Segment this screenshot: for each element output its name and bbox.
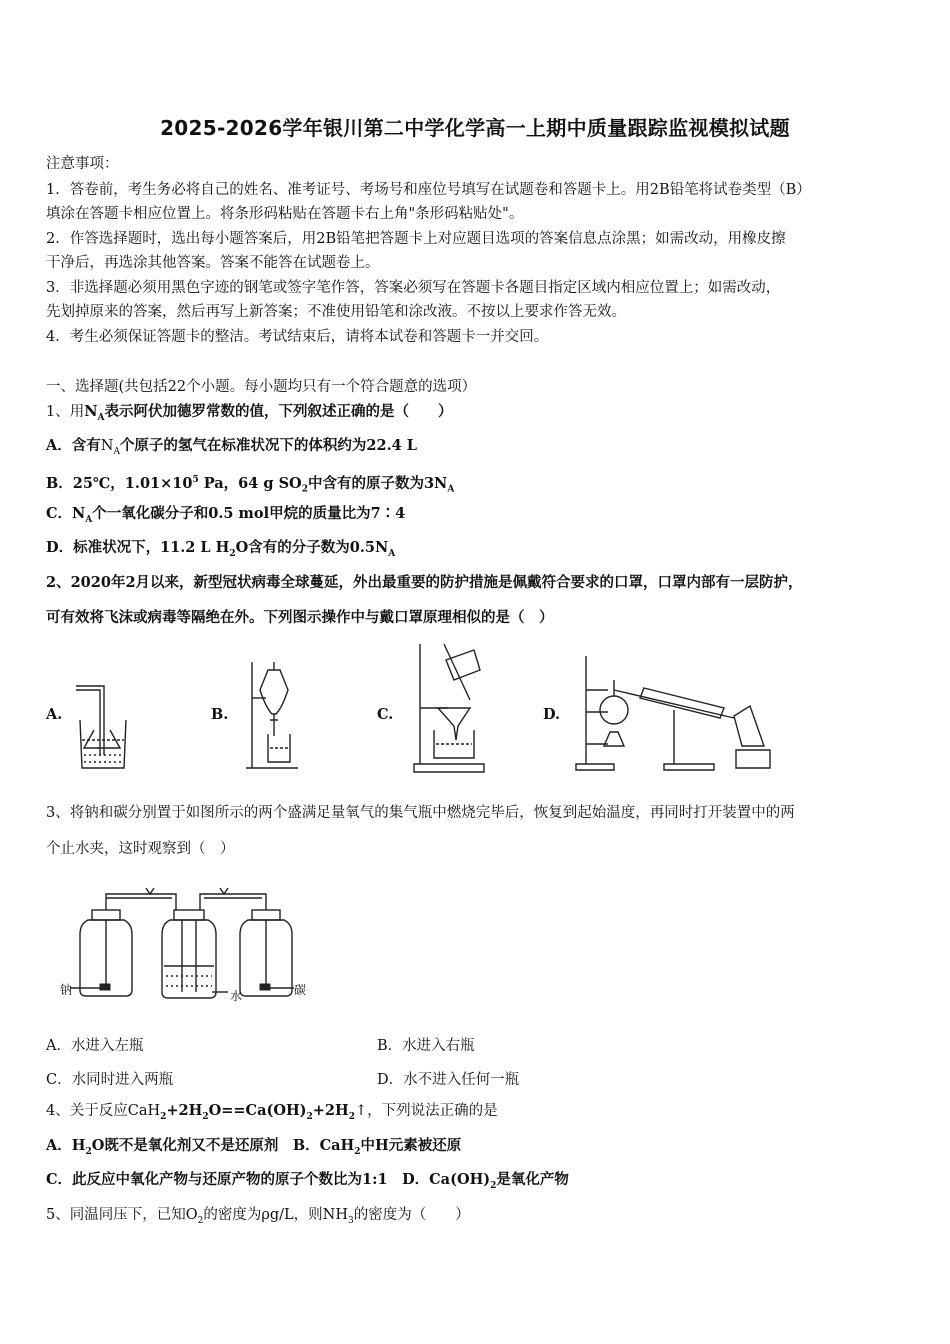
q1-a-na: N xyxy=(100,438,114,454)
q1-b-text1: B．25℃，1.01×10 xyxy=(46,474,193,492)
q4-sub-2: 2 xyxy=(202,1111,209,1122)
q4-sub-1: 2 xyxy=(160,1111,167,1122)
q1-option-c[interactable] xyxy=(46,504,405,530)
notice-line-3a: 3．非选择题必须用黑色字迹的钢笔或签字笔作答，答案必须写在答题卡各题目指定区域内相应位置上；如需改动， xyxy=(46,280,781,296)
q3-label-carbon: 碳 xyxy=(294,983,307,997)
q4-sub-3: 2 xyxy=(306,1111,313,1122)
q1-b-sub: 2 xyxy=(301,484,308,495)
q1-d-text1: D．标准状况下，11.2 L H xyxy=(46,539,230,556)
q2-option-d[interactable]: D. xyxy=(543,706,561,723)
q4-stem-d: +2H xyxy=(312,1102,349,1119)
q5-sub-1: 2 xyxy=(197,1215,204,1226)
q4-options-cd[interactable] xyxy=(46,1170,569,1196)
q1-b-text2: Pa，64 g SO xyxy=(198,474,302,492)
q1-stem xyxy=(46,402,452,428)
q2-figure-c xyxy=(410,640,490,775)
q4-a-sub: 2 xyxy=(85,1146,92,1157)
page-title: 2025-2026学年银川第二中学化学高一上期中质量跟踪监视模拟试题 xyxy=(160,116,790,140)
q1-d-sub: 2 xyxy=(229,548,236,559)
q4-stem-c: O==Ca(OH) xyxy=(208,1102,307,1119)
q3-stem-line2: 个止水夹，这时观察到（ ） xyxy=(46,841,235,857)
q1-c-sub: A xyxy=(85,514,93,525)
notice-heading: 注意事项： xyxy=(46,156,119,172)
q3-label-water: 水 xyxy=(230,989,243,1003)
q1-b-text3: 中含有的原子数为3N xyxy=(307,474,448,492)
q1-b-na-sub: A xyxy=(447,484,455,495)
q1-stem-prefix: 1、用 xyxy=(46,404,85,420)
notice-line-1a: 1．答卷前，考生务必将自己的姓名、准考证号、考场号和座位号填写在试题卷和答题卡上。用2B铅笔将试卷类型（B） xyxy=(46,182,811,198)
q4-b-sub: 2 xyxy=(354,1146,361,1157)
q4-sub-4: 2 xyxy=(348,1111,355,1122)
notice-line-1b: 填涂在答题卡相应位置上。将条形码粘贴在答题卡右上角"条形码粘贴处"。 xyxy=(46,206,524,222)
q4-options-ab[interactable] xyxy=(46,1136,461,1162)
q1-d-na-sub: A xyxy=(388,548,396,559)
q1-a-text2: 个原子的氢气在标准状况下的体积约为22.4 L xyxy=(119,437,417,454)
section-heading: 一、选择题(共包括22个小题。每小题均只有一个符合题意的选项） xyxy=(46,379,477,395)
q2-figure-a xyxy=(74,680,134,775)
q1-na: N xyxy=(84,403,98,420)
notice-line-4: 4．考生必须保证答题卡的整洁。考试结束后，请将本试卷和答题卡一并交回。 xyxy=(46,329,549,345)
q5-text-b: 的密度为ρg/L，则NH xyxy=(203,1207,349,1223)
q2-figure-b xyxy=(244,658,304,773)
q3-option-d[interactable]: D．水不进入任何一瓶 xyxy=(377,1072,520,1088)
q5-text-a: 5、同温同压下，已知O xyxy=(46,1207,198,1223)
q1-na-sub: A xyxy=(97,412,105,423)
notice-line-2a: 2．作答选择题时，选出每小题答案后，用2B铅笔把答题卡上对应题目选项的答案信息点涂黑；如需改动，用橡皮擦 xyxy=(46,231,786,247)
q2-option-a[interactable]: A. xyxy=(46,706,63,723)
q3-label-sodium: 钠 xyxy=(60,983,73,997)
q3-stem-line1: 3、将钠和碳分别置于如图所示的两个盛满足量氧气的集气瓶中燃烧完毕后，恢复到起始温度，再同时打开装置中的两 xyxy=(46,805,795,821)
q5-stem xyxy=(46,1205,470,1231)
q1-option-a[interactable] xyxy=(46,436,417,462)
q1-c-text2: 个一氧化碳分子和0.5 mol甲烷的质量比为7∶4 xyxy=(92,505,406,522)
q4-a-text2: O既不是氧化剂又不是还原剂 B．CaH xyxy=(91,1137,355,1154)
q2-stem-line1: 2、2020年2月以来，新型冠状病毒全球蔓延，外出最重要的防护措施是佩戴符合要求的口罩，口罩内部有一层防护， xyxy=(46,574,803,591)
q1-a-na-sub: A xyxy=(113,446,120,457)
q1-option-d[interactable] xyxy=(46,538,395,564)
q4-a-text1: A．H xyxy=(46,1137,86,1154)
q4-b-text: 中H元素被还原 xyxy=(360,1137,462,1154)
q4-d-sub: 2 xyxy=(490,1180,497,1191)
q3-option-c[interactable]: C．水同时进入两瓶 xyxy=(46,1072,174,1088)
q2-stem-line2: 可有效将飞沫或病毒等隔绝在外。下列图示操作中与戴口罩原理相似的是（ ） xyxy=(46,609,554,626)
q4-stem xyxy=(46,1101,498,1127)
q4-stem-e: ↑，下列说法正确的是 xyxy=(355,1103,498,1119)
q5-sub-2: 3 xyxy=(348,1215,354,1226)
q5-text-c: 的密度为（ ） xyxy=(353,1207,470,1223)
q1-c-text1: C．N xyxy=(46,505,86,522)
notice-line-3b: 先划掉原来的答案，然后再写上新答案；不准使用铅笔和涂改液。不按以上要求作答无效。 xyxy=(46,304,626,320)
q2-figure-d xyxy=(574,650,774,775)
q2-option-b[interactable]: B. xyxy=(211,706,229,723)
q1-option-b[interactable] xyxy=(46,470,454,500)
q1-d-text2: O含有的分子数为0.5N xyxy=(235,539,389,556)
q3-option-a[interactable]: A．水进入左瓶 xyxy=(46,1038,144,1054)
q2-option-c[interactable]: C. xyxy=(377,706,394,723)
q4-c-text1: C．此反应中氧化产物与还原产物的原子个数比为1:1 D．Ca(OH) xyxy=(46,1171,491,1188)
q4-stem-b: +2H xyxy=(166,1102,203,1119)
q4-d-text: 是氧化产物 xyxy=(496,1171,569,1188)
notice-line-2b: 干净后，再选涂其他答案。答案不能答在试题卷上。 xyxy=(46,255,380,271)
q3-figure xyxy=(62,880,312,1005)
q1-stem-text: 表示阿伏加德罗常数的值，下列叙述正确的是（ ） xyxy=(104,403,453,420)
q3-option-b[interactable]: B．水进入右瓶 xyxy=(377,1038,475,1054)
q1-b-sup: 5 xyxy=(192,475,199,485)
q1-a-text1: A．含有 xyxy=(46,437,101,454)
q4-stem-a: 4、关于反应CaH xyxy=(46,1103,161,1119)
